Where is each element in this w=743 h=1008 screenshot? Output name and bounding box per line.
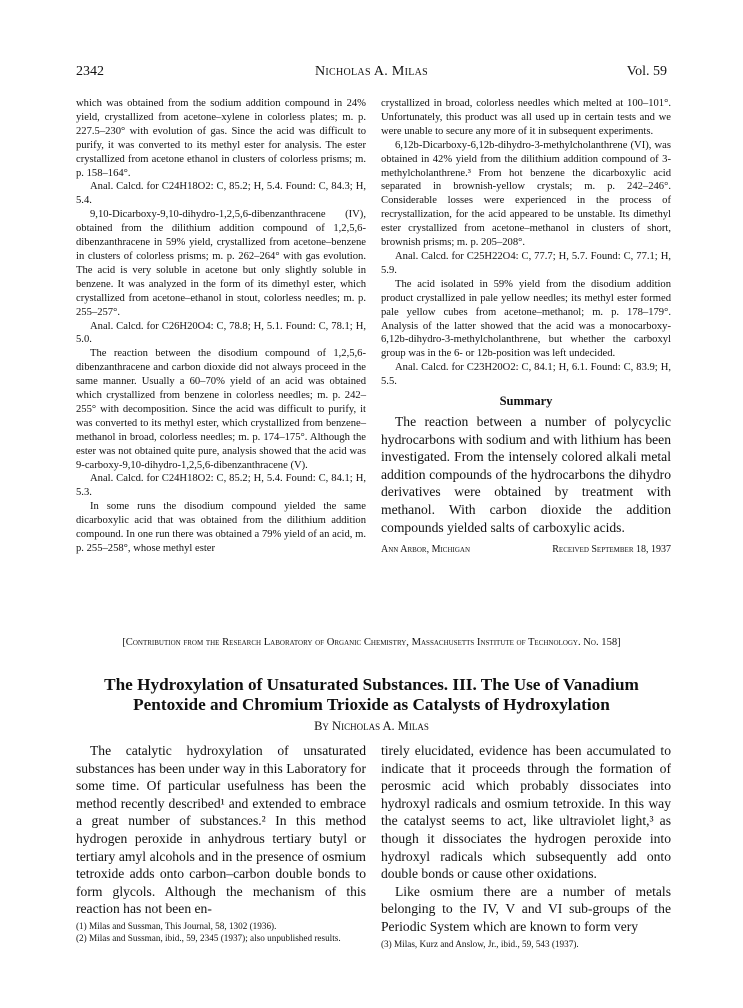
contribution-note: [Contribution from the Research Laboratory of Organic Chemistry, Massachusetts Institute of Technology. No. 158] — [122, 637, 621, 648]
footnote: (1) Milas and Sussman, This Journal, 58, 1302 (1936). — [76, 920, 277, 931]
body-paragraph: tirely elucidated, evidence has been accumulated to indicate that it proceeds through the formation of perosmic acid which probably dissociates into hydroxyl radicals and osmium tetroxide. In this way the catalyst seems to act, like ultraviolet light,³ as though it dissociates the hydrogen peroxide into hydroxyl radicals which subsequently add onto double bonds or cause other oxidations. — [381, 743, 671, 882]
place: Ann Arbor, Michigan — [381, 544, 471, 556]
paragraph: In some runs the disodium compound yielded the same dicarboxylic acid that was obtained from the dilithium addition compound. In one run there was obtained a 79% yield of an acid, m. p. 255–258°, whose methyl ester — [76, 501, 366, 554]
analysis-line: Anal. Calcd. for C26H20O4: C, 78.8; H, 5.1. Found: C, 78.1; H, 5.0. — [76, 320, 366, 346]
paragraph: 6,12b-Dicarboxy-6,12b-dihydro-3-methylcholanthrene (VI), was obtained in 42% yield from the dilithium addition compound of 3-methylcholanthrene.³ From hot benzene the dicarboxylic acid separated in brownish-yellow crystals; m. p. 242–246°. Considerable losses were experienced in the process of recrystallization, for the acid appeared to be unstable. Its dimethyl ester crystallized from acetone–methanol in clusters of short, brownish prisms; m. p. 205–208°. — [381, 139, 671, 249]
analysis-line: Anal. Calcd. for C23H20O2: C, 84.1; H, 6.1. Found: C, 83.9; H, 5.5. — [381, 362, 671, 388]
signature-line — [381, 543, 671, 557]
paragraph: The reaction between the disodium compound of 1,2,5,6-dibenzanthracene and carbon dioxide did not always proceed in the same manner. Usually a 60–70% yield of an acid was obtained which crystallized from benzene in colorless needles; m. p. 242–255° with decomposition. Since the acid was difficult to purify, it was converted to its methyl ester, which crystallized from benzene–methanol in broad, colorless needles; m. p. 174–175°. Although the ester was not obtained quite pure, analysis showed that the acid was 9-carboxy-9,10-dihydro-1,2,5,6-dibenzanthracene (V). — [76, 348, 366, 471]
summary-text: The reaction between a number of polycyclic hydrocarbons with sodium and with lithium has been investigated. From the intensely colored alkali metal addition compounds of the hydrocarbons the dihydro derivatives were obtained by treatment with methanol. With carbon dioxide the addition compounds yielded salts of carboxylic acids. — [381, 413, 671, 535]
article-title: The Hydroxylation of Unsaturated Substances. III. The Use of Vanadium Pentoxide and Chromium Trioxide as Catalysts of Hydroxylation — [104, 675, 639, 714]
body-left-column — [76, 742, 366, 944]
analysis-line: Anal. Calcd. for C25H22O4: C, 77.7; H, 5.7. Found: C, 77.1; H, 5.9. — [381, 250, 671, 276]
running-header — [76, 64, 667, 84]
footnotes — [76, 921, 366, 944]
body-paragraph: Like osmium there are a number of metals belonging to the IV, V and VI sub-groups of the Periodic System which are known to form very — [381, 883, 671, 934]
analysis-line: Anal. Calcd. for C24H18O2: C, 85.2; H, 5.4. Found: C, 84.3; H, 5.4. — [76, 181, 366, 207]
paragraph: The acid isolated in 59% yield from the disodium addition product crystallized in pale yellow needles; its methyl ester formed pale yellow cubes from acetone–methanol; m. p. 178–179°. Analysis of the latter showed that the acid was a monocarboxy-6,12b-dihydro-3-methylcholanthrene, but whether the carboxyl group was in the 6- or 12b-position was left undecided. — [381, 278, 671, 360]
byline: By Nicholas A. Milas — [314, 719, 429, 733]
paragraph: crystallized in broad, colorless needles which melted at 100–101°. Unfortunately, this product was all used up in certain tests and we were unable to secure any more of it in subsequent experiments. — [381, 98, 671, 137]
body-paragraph: The catalytic hydroxylation of unsaturated substances has been under way in this Laboratory for some time. Of particular usefulness has been the method recently described¹ and extended to embrace a great number of substances.² In this method hydrogen peroxide in anhydrous tertiary butyl or tertiary amyl alcohols and in the presence of osmium tetroxide adds onto carbon–carbon double bonds to form glycols. Although the mechanism of this reaction has not been en- — [76, 743, 366, 917]
body-right-column — [381, 742, 671, 950]
paragraph: which was obtained from the sodium addition compound in 24% yield, crystallized from acetone–xylene in colorless plates; m. p. 227.5–230° with evolution of gas. Since the acid was difficult to purify, it was converted to its methyl ester for analysis. The ester crystallized from acetone ethanol in clusters of colorless prisms; m. p. 158–164°. — [76, 98, 366, 179]
left-column — [76, 97, 366, 556]
right-column — [381, 97, 671, 557]
footnote: (3) Milas, Kurz and Anslow, Jr., ibid., 59, 543 (1937). — [381, 938, 579, 949]
footnotes — [381, 939, 671, 951]
received-date: Received September 18, 1937 — [552, 544, 671, 556]
paragraph: 9,10-Dicarboxy-9,10-dihydro-1,2,5,6-dibenzanthracene (IV), obtained from the dilithium addition compound of 1,2,5,6-dibenzanthracene in 59% yield, crystallized from acetone–benzene in clusters of colorless prisms; m. p. 262–264° with gas evolution. The acid is very soluble in acetone but only slightly soluble in benzene. It was analyzed in the form of its dimethyl ester, which crystallized from acetone–ethanol in stout, colorless needles; m. p. 255–257°. — [76, 209, 366, 318]
summary-heading: Summary — [499, 394, 553, 409]
analysis-line: Anal. Calcd. for C24H18O2: C, 85.2; H, 5.4. Found: C, 84.1; H, 5.3. — [76, 473, 366, 499]
footnote: (2) Milas and Sussman, ibid., 59, 2345 (1937); also unpublished results. — [76, 932, 341, 943]
volume-label: Vol. 59 — [626, 64, 667, 79]
running-author: Nicholas A. Milas — [314, 64, 429, 79]
page-number: 2342 — [76, 64, 104, 79]
